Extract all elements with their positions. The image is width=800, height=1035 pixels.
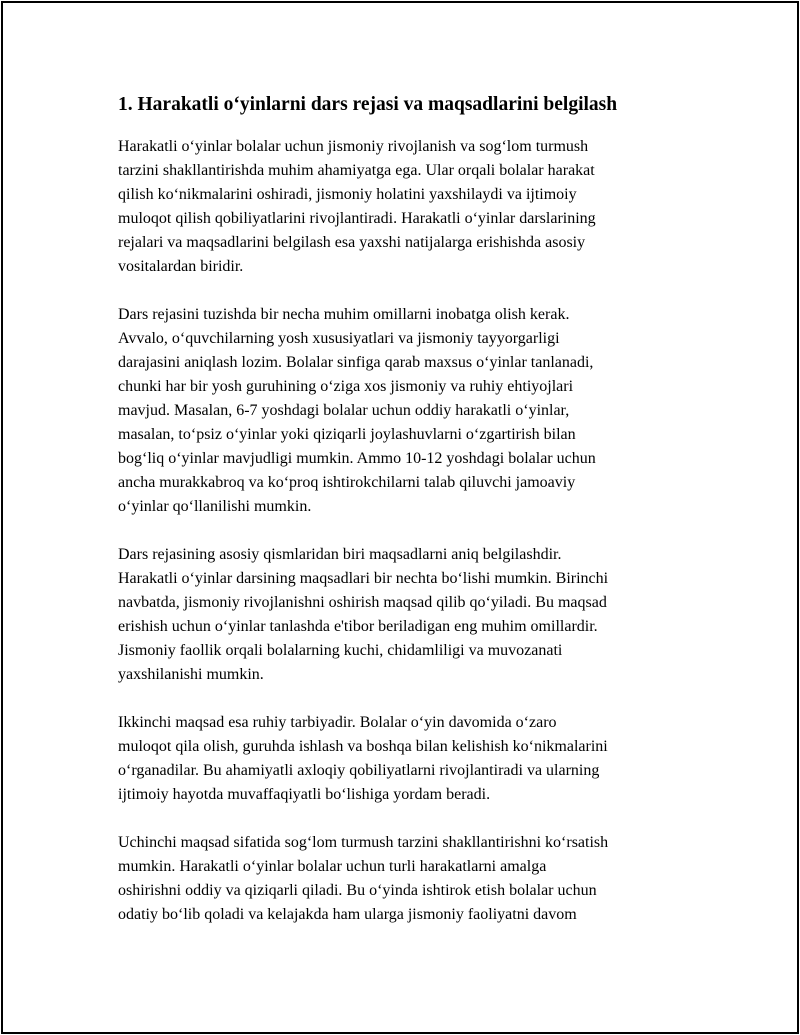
text-line: oshirishni oddiy va qiziqarli qiladi. Bu o‘yinda ishtirok etish bolalar uchun: [118, 882, 597, 899]
text-line: muloqot qila olish, guruhda ishlash va boshqa bilan kelishish ko‘nikmalarini: [118, 738, 608, 755]
text-line: mavjud. Masalan, 6-7 yoshdagi bolalar uchun oddiy harakatli o‘yinlar,: [118, 402, 570, 419]
text-line: o‘rganadilar. Bu ahamiyatli axloqiy qobiliyatlarni rivojlantiradi va ularning: [118, 762, 600, 779]
paragraph-1: [118, 135, 698, 279]
text-line: Dars rejasining asosiy qismlaridan biri maqsadlarni aniq belgilashdir.: [118, 546, 562, 563]
paragraph-3: [118, 543, 698, 687]
text-line: ijtimoiy hayotda muvaffaqiyatli bo‘lishiga yordam beradi.: [118, 786, 491, 803]
paragraph-2: [118, 303, 698, 519]
text-line: Jismoniy faollik orqali bolalarning kuchi, chidamliligi va muvozanati: [118, 642, 563, 659]
text-line: tarzini shakllantirishda muhim ahamiyatga ega. Ular orqali bolalar harakat: [118, 162, 595, 179]
paragraph-4: [118, 711, 698, 807]
text-line: o‘yinlar qo‘llanilishi mumkin.: [118, 498, 312, 515]
text-line: masalan, to‘psiz o‘yinlar yoki qiziqarli joylashuvlarni o‘zgartirish bilan: [118, 426, 576, 443]
text-line: Uchinchi maqsad sifatida sog‘lom turmush tarzini shakllantirishni ko‘rsatish: [118, 834, 609, 851]
text-line: darajasini aniqlash lozim. Bolalar sinfiga qarab maxsus o‘yinlar tanlanadi,: [118, 354, 594, 371]
text-line: vositalardan biridir.: [118, 258, 244, 275]
text-line: yaxshilanishi mumkin.: [118, 666, 264, 683]
text-line: mumkin. Harakatli o‘yinlar bolalar uchun turli harakatlarni amalga: [118, 858, 547, 875]
text-line: bog‘liq o‘yinlar mavjudligi mumkin. Ammo 10-12 yoshdagi bolalar uchun: [118, 450, 596, 467]
document-body: [118, 92, 698, 951]
text-line: qilish ko‘nikmalarini oshiradi, jismoniy holatini yaxshilaydi va ijtimoiy: [118, 186, 577, 203]
text-line: chunki har bir yosh guruhining o‘ziga xos jismoniy va ruhiy ehtiyojlari: [118, 378, 574, 395]
text-line: erishish uchun o‘yinlar tanlashda e'tibor beriladigan eng muhim omillardir.: [118, 618, 598, 635]
text-line: navbatda, jismoniy rivojlanishni oshirish maqsad qilib qo‘yiladi. Bu maqsad: [118, 594, 607, 611]
text-line: muloqot qilish qobiliyatlarini rivojlantiradi. Harakatli o‘yinlar darslarining: [118, 210, 596, 227]
text-line: Ikkinchi maqsad esa ruhiy tarbiyadir. Bolalar o‘yin davomida o‘zaro: [118, 714, 557, 731]
paragraph-5: [118, 831, 698, 927]
text-line: rejalari va maqsadlarini belgilash esa yaxshi natijalarga erishishda asosiy: [118, 234, 586, 251]
text-line: Avvalo, o‘quvchilarning yosh xususiyatlari va jismoniy tayyorgarligi: [118, 330, 560, 347]
text-line: Harakatli o‘yinlar darsining maqsadlari bir nechta bo‘lishi mumkin. Birinchi: [118, 570, 609, 587]
text-line: ancha murakkabroq va ko‘proq ishtirokchilarni talab qiluvchi jamoaviy: [118, 474, 576, 491]
text-line: Harakatli o‘yinlar bolalar uchun jismoniy rivojlanish va sog‘lom turmush: [118, 138, 589, 155]
text-line: odatiy bo‘lib qoladi va kelajakda ham ularga jismoniy faoliyatni davom: [118, 906, 577, 923]
text-line: Dars rejasini tuzishda bir necha muhim omillarni inobatga olish kerak.: [118, 306, 570, 323]
section-heading: 1. Harakatli o‘yinlarni dars rejasi va maqsadlarini belgilash: [118, 94, 618, 115]
